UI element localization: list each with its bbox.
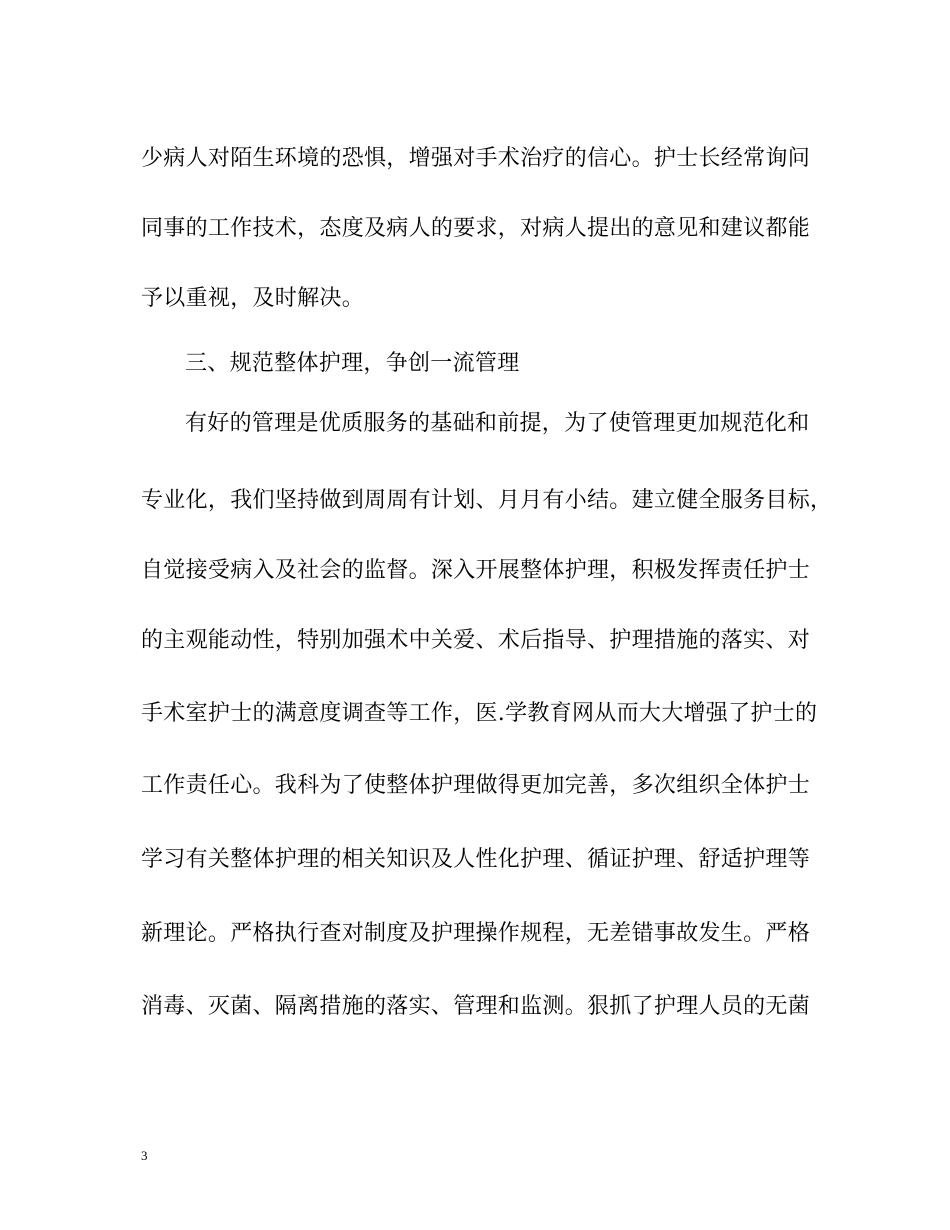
body-text-line: 专业化，我们坚持做到周周有计划、月月有小结。建立健全服务目标， xyxy=(141,488,833,513)
page-number: 3 xyxy=(141,1148,148,1163)
section-heading: 三、规范整体护理，争创一流管理 xyxy=(185,351,520,376)
body-text-line: 予以重视，及时解决。 xyxy=(141,286,365,311)
paragraph-first-line: 有好的管理是优质服务的基础和前提，为了使管理更加规范化和 xyxy=(185,411,810,436)
body-text-line: 消毒、灭菌、隔离措施的落实、管理和监测。狠抓了护理人员的无菌 xyxy=(141,994,811,1019)
body-text-line: 新理论。严格执行查对制度及护理操作规程，无差错事故发生。严格 xyxy=(141,921,811,946)
body-text-line: 工作责任心。我科为了使整体护理做得更加完善，多次组织全体护士 xyxy=(141,773,811,798)
body-text-line: 的主观能动性，特别加强术中关爱、术后指导、护理措施的落实、对 xyxy=(141,628,811,653)
body-text-line: 少病人对陌生环境的恐惧，增强对手术治疗的信心。护士长经常询问 xyxy=(141,146,811,171)
body-text-line: 学习有关整体护理的相关知识及人性化护理、循证护理、舒适护理等 xyxy=(141,847,811,872)
body-text-line: 同事的工作技术，态度及病人的要求，对病人提出的意见和建议都能 xyxy=(141,216,811,241)
body-text-line: 手术室护士的满意度调查等工作，医.学教育网从而大大增强了护士的 xyxy=(141,701,818,726)
body-text-line: 自觉接受病入及社会的监督。深入开展整体护理，积极发挥责任护士 xyxy=(141,558,811,583)
